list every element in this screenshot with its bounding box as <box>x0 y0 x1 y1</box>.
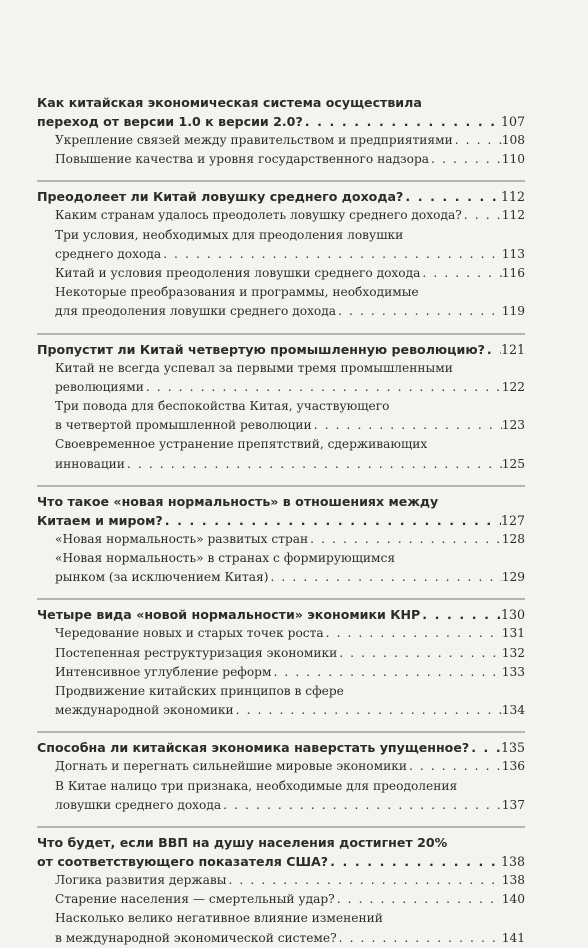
page-number: 140 <box>501 892 525 907</box>
subsection-entry <box>37 530 525 549</box>
section-heading <box>37 182 525 206</box>
entry-title-line: Чередование новых и старых точек роста <box>55 626 324 641</box>
entry-last-line <box>55 206 525 225</box>
section-heading <box>37 600 525 624</box>
entry-last-line <box>55 378 525 397</box>
entry-title-line: Логика развития державы <box>55 873 227 888</box>
entry-title-line: Постепенная реструктуризация экономики <box>55 645 338 660</box>
page-number: 125 <box>501 456 525 471</box>
subsection-entry <box>37 359 525 397</box>
dot-leader <box>303 112 501 131</box>
subsection-entry <box>37 644 525 663</box>
page-number: 136 <box>501 759 525 774</box>
entry-last-line <box>37 340 525 359</box>
entry-last-line <box>55 701 525 720</box>
entry-last-line <box>55 455 525 474</box>
entry-last-line <box>37 738 525 757</box>
entry-last-line <box>55 245 525 264</box>
page-number: 134 <box>501 703 525 718</box>
page-number: 107 <box>500 114 525 129</box>
entry-last-line <box>55 796 525 815</box>
dot-leader <box>226 871 501 890</box>
entry-title-line: ловушки среднего дохода <box>55 797 222 812</box>
subsection-entry <box>37 682 525 720</box>
page-number: 133 <box>501 664 525 679</box>
toc-section <box>37 485 525 588</box>
entry-title-line: Три условия, необходимых для преодоления ловушки <box>55 227 404 242</box>
page-number: 138 <box>501 873 525 888</box>
dot-leader <box>324 624 502 643</box>
entry-title-line: Китаем и миром? <box>37 512 163 528</box>
dot-leader <box>271 663 501 682</box>
dot-leader <box>234 701 502 720</box>
entry-last-line <box>55 568 525 587</box>
entry-title-line: Китай не всегда успевал за первыми тремя промышленными <box>55 360 453 375</box>
section-heading <box>37 335 525 359</box>
dot-leader <box>125 455 502 474</box>
toc-section <box>37 333 525 474</box>
dot-leader <box>163 511 501 530</box>
dot-leader <box>328 852 501 871</box>
entry-last-line <box>55 929 525 948</box>
entry-title-line: Интенсивное углубление реформ <box>55 664 272 679</box>
dot-leader <box>469 738 501 757</box>
page-number: 137 <box>501 797 525 812</box>
subsection-entry <box>37 549 525 587</box>
dot-leader <box>161 245 502 264</box>
subsection-entry <box>37 624 525 643</box>
page-number: 141 <box>501 930 525 945</box>
entry-last-line <box>55 663 525 682</box>
entry-title-line: Своевременное устранение препятствий, сдерживающих <box>55 437 428 452</box>
page-number: 135 <box>500 740 525 756</box>
entry-title-line: Укрепление связей между правительством и предприятиями <box>55 133 453 147</box>
entry-last-line <box>55 871 525 890</box>
dot-leader <box>462 206 502 225</box>
entry-title-line: в международной экономической системе? <box>55 930 337 945</box>
subsection-entry <box>37 777 525 815</box>
entry-title-line: Преодолеет ли Китай ловушку среднего дохода? <box>37 189 404 205</box>
page-number: 112 <box>501 208 525 223</box>
dot-leader <box>420 605 501 624</box>
dot-leader <box>429 150 502 169</box>
entry-title-line: Старение населения — смертельный удар? <box>55 892 335 907</box>
toc-section <box>37 180 525 321</box>
page-number: 129 <box>501 570 525 585</box>
page-number: 122 <box>501 379 525 394</box>
entry-last-line <box>55 644 525 663</box>
page-number: 108 <box>501 133 525 147</box>
dot-leader <box>337 644 502 663</box>
dot-leader <box>420 264 501 283</box>
entry-title-line: международной экономики <box>55 703 234 718</box>
page-number: 132 <box>501 645 525 660</box>
entry-title-line: Насколько велико негативное влияние изменений <box>55 911 383 926</box>
entry-title-line: Способна ли китайская экономика наверстать упущенное? <box>37 740 470 756</box>
page-number: 113 <box>501 246 525 261</box>
entry-last-line <box>55 131 525 150</box>
table-of-contents <box>37 92 525 948</box>
subsection-entry <box>37 663 525 682</box>
dot-leader <box>407 757 502 776</box>
page-number: 128 <box>501 531 525 546</box>
dot-leader <box>453 131 502 150</box>
entry-last-line <box>37 187 525 206</box>
entry-title-line: переход от версии 1.0 к версии 2.0? <box>37 114 303 129</box>
dot-leader <box>308 530 502 549</box>
entry-title-line: «Новая нормальность» развитых стран <box>55 531 309 546</box>
entry-last-line <box>55 150 525 169</box>
toc-section <box>37 731 525 815</box>
toc-section <box>37 598 525 720</box>
entry-last-line <box>55 530 525 549</box>
section-heading <box>37 487 525 530</box>
entry-last-line <box>37 112 525 131</box>
entry-title-line: от соответствующего показателя США? <box>37 854 329 870</box>
page-number: 138 <box>500 854 525 870</box>
subsection-entry <box>37 131 525 150</box>
page-number: 130 <box>500 607 525 623</box>
section-heading <box>37 828 525 871</box>
dot-leader <box>268 568 501 587</box>
dot-leader <box>337 929 502 948</box>
entry-title-line: Что будет, если ВВП на душу населения достигнет 20% <box>37 835 448 851</box>
entry-title-line: в четвертой промышленной революции <box>55 418 312 433</box>
entry-title-line: Повышение качества и уровня государственного надзора <box>55 152 430 167</box>
entry-last-line <box>37 511 525 530</box>
subsection-entry <box>37 264 525 283</box>
page-number: 121 <box>500 341 525 357</box>
page-number: 127 <box>500 512 525 528</box>
entry-title-line: Продвижение китайских принципов в сфере <box>55 684 344 699</box>
entry-title-line: революциями <box>55 379 144 394</box>
dot-leader <box>221 796 502 815</box>
subsection-entry <box>37 435 525 473</box>
page-number: 112 <box>500 189 525 205</box>
entry-title-line: рынком (за исключением Китая) <box>55 570 269 585</box>
subsection-entry <box>37 909 525 947</box>
subsection-entry <box>37 283 525 321</box>
dot-leader <box>312 416 502 435</box>
entry-title-line: Некоторые преобразования и программы, необходимые <box>55 285 419 300</box>
dot-leader <box>336 302 502 321</box>
entry-title-line: Три повода для беспокойства Китая, участвующего <box>55 399 390 414</box>
entry-last-line <box>55 624 525 643</box>
entry-title-line: для преодоления ловушки среднего дохода <box>55 304 337 319</box>
section-heading <box>37 92 525 131</box>
page-number: 131 <box>501 626 525 641</box>
page-number: 119 <box>501 304 525 319</box>
entry-title-line: В Китае налицо три признака, необходимые для преодоления <box>55 778 458 793</box>
entry-title-line: Китай и условия преодоления ловушки среднего дохода <box>55 266 421 281</box>
entry-title-line: «Новая нормальность» в странах с формирующимся <box>55 551 396 566</box>
page-number: 116 <box>501 266 525 281</box>
entry-title-line: Что такое «новая нормальность» в отношениях между <box>37 493 439 509</box>
entry-title-line: Каким странам удалось преодолеть ловушку среднего дохода? <box>55 208 462 223</box>
entry-last-line <box>55 264 525 283</box>
entry-last-line <box>37 852 525 871</box>
dot-leader <box>485 340 501 359</box>
dot-leader <box>403 187 501 206</box>
subsection-entry <box>37 871 525 890</box>
toc-section <box>37 92 525 169</box>
entry-last-line <box>55 757 525 776</box>
entry-title-line: Как китайская экономическая система осуществила <box>37 95 422 110</box>
subsection-entry <box>37 757 525 776</box>
entry-last-line <box>37 605 525 624</box>
entry-title-line: Догнать и перегнать сильнейшие мировые экономики <box>55 759 407 774</box>
entry-title-line: инновации <box>55 456 125 471</box>
entry-title-line: Пропустит ли Китай четвертую промышленную революцию? <box>37 341 485 357</box>
entry-title-line: Четыре вида «новой нормальности» экономики КНР <box>37 607 421 623</box>
toc-section <box>37 826 525 948</box>
page-number: 110 <box>501 152 525 167</box>
dot-leader <box>144 378 502 397</box>
subsection-entry <box>37 226 525 264</box>
entry-last-line <box>55 302 525 321</box>
subsection-entry <box>37 397 525 435</box>
entry-last-line <box>55 416 525 435</box>
subsection-entry <box>37 206 525 225</box>
subsection-entry <box>37 150 525 169</box>
page-number: 123 <box>501 418 525 433</box>
section-heading <box>37 733 525 757</box>
entry-title-line: среднего дохода <box>55 246 162 261</box>
